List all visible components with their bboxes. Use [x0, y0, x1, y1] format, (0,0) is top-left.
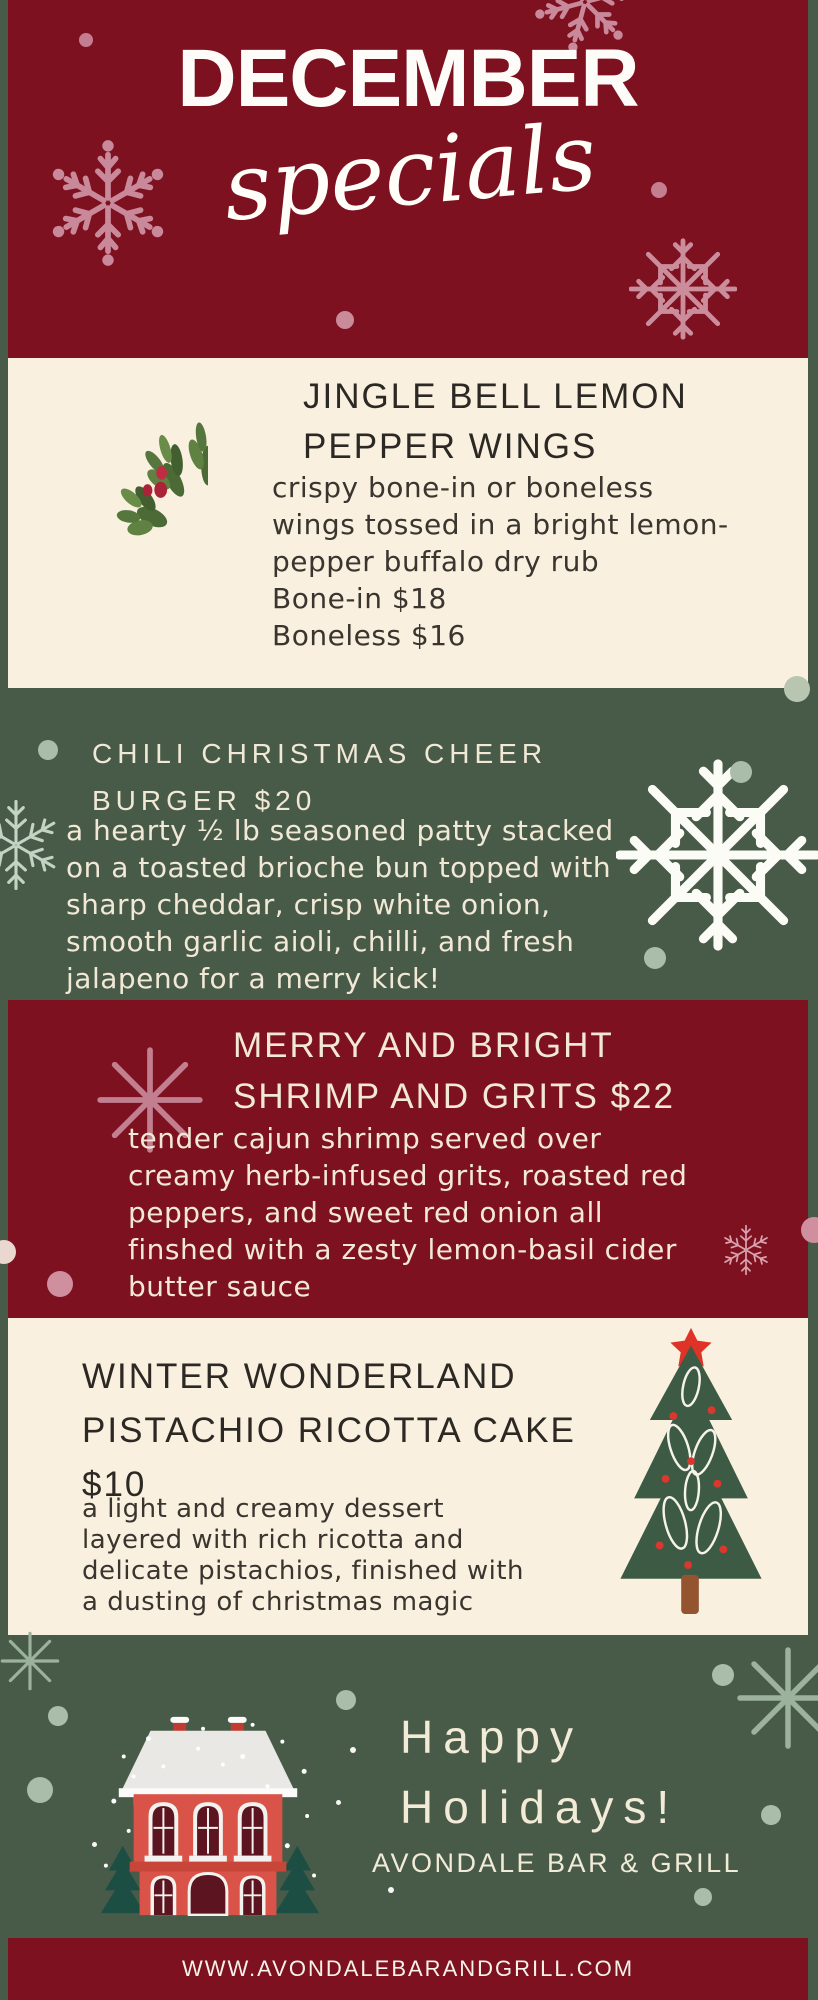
wings-description-line: wings tossed in a bright lemon-: [272, 508, 729, 541]
decor-dot: [47, 1271, 73, 1297]
wings-description-line: pepper buffalo dry rub: [272, 545, 600, 578]
snowflake-icon: [0, 791, 70, 899]
website-url: WWW.AVONDALEBARANDGRILL.COM: [181, 1956, 635, 1981]
burger-title: [92, 730, 547, 824]
decor-dot: [651, 182, 667, 198]
shrimp-title: [233, 1020, 675, 1122]
wreath-illustration: [12, 292, 208, 540]
decor-dot: [730, 761, 752, 783]
decor-dot: [27, 1777, 53, 1803]
month-title: DECEMBER: [177, 33, 639, 124]
wings-description-line: crispy bone-in or boneless: [272, 471, 654, 504]
decor-dot: [336, 1690, 356, 1710]
dessert-description-line: delicate pistachios, finished with: [82, 1556, 525, 1586]
decor-dot: [644, 947, 666, 969]
decor-dot: [694, 1888, 712, 1906]
snowflake-icon: [716, 1220, 776, 1280]
shrimp-description-line: butter sauce: [128, 1270, 312, 1303]
holiday-greeting: [400, 1702, 679, 1842]
restaurant-name: AVONDALE BAR & GRILL: [372, 1848, 742, 1878]
wings-price-boneless: Boneless $16: [272, 619, 466, 652]
shrimp-description-line: creamy herb-infused grits, roasted red: [128, 1159, 688, 1192]
greeting-line: Happy: [400, 1711, 583, 1763]
burger-description-line: jalapeno for a merry kick!: [66, 962, 441, 995]
decor-dot: [38, 740, 58, 760]
dessert-price: $10: [82, 1465, 147, 1504]
decor-dot: [336, 311, 354, 329]
snowflake-icon: [42, 137, 174, 269]
snowflake-icon: [629, 235, 737, 343]
dessert-title-line: PISTACHIO RICOTTA CAKE: [82, 1411, 576, 1450]
greeting-line: Holidays!: [400, 1781, 680, 1833]
shrimp-description-line: finshed with a zesty lemon-basil cider: [128, 1233, 677, 1266]
burger-description-line: sharp cheddar, crisp white onion,: [66, 888, 551, 921]
christmas-tree-illustration: [593, 1322, 789, 1616]
shrimp-title-line: MERRY AND BRIGHT: [233, 1026, 614, 1065]
burger-description-line: a hearty ½ lb seasoned patty stacked: [66, 814, 614, 847]
wings-price-bone-in: Bone-in $18: [272, 582, 447, 615]
dessert-description-line: layered with rich ricotta and: [82, 1525, 464, 1555]
shrimp-description-line: peppers, and sweet red onion all: [128, 1196, 604, 1229]
dessert-description: [82, 1494, 524, 1618]
burger-description-line: smooth garlic aioli, chilli, and fresh: [66, 925, 575, 958]
wings-description: [272, 469, 729, 654]
dessert-title: [82, 1350, 576, 1512]
shrimp-description-line: tender cajun shrimp served over: [128, 1122, 602, 1155]
decor-dot: [48, 1706, 68, 1726]
burger-description: [66, 812, 614, 997]
burger-description-line: on a toasted brioche bun topped with: [66, 851, 612, 884]
burger-title-line: BURGER $20: [92, 785, 317, 816]
burger-title-line: CHILI CHRISTMAS CHEER: [92, 738, 548, 769]
wings-title-line: JINGLE BELL LEMON: [303, 377, 688, 416]
dessert-title-line: WINTER WONDERLAND: [82, 1357, 517, 1396]
specials-script-title: specials: [219, 102, 601, 243]
snowflake-icon: [616, 753, 818, 957]
decor-dot: [712, 1664, 734, 1686]
star-asterisk-icon: [0, 1631, 60, 1691]
shrimp-title-line: SHRIMP AND GRITS $22: [233, 1077, 675, 1116]
footer-bar: [8, 1938, 808, 2000]
decor-dot: [761, 1805, 781, 1825]
decor-dot: [784, 676, 810, 702]
winter-house-illustration: [94, 1716, 322, 1916]
snow-dot: [350, 1747, 356, 1753]
dessert-description-line: a light and creamy dessert: [82, 1494, 445, 1524]
shrimp-description: [128, 1120, 687, 1305]
star-asterisk-icon: [736, 1646, 818, 1750]
snow-dot: [336, 1800, 341, 1805]
dessert-description-line: a dusting of christmas magic: [82, 1587, 474, 1617]
snow-dot: [388, 1887, 394, 1893]
wings-title: [303, 372, 688, 472]
wings-title-line: PEPPER WINGS: [303, 427, 598, 466]
